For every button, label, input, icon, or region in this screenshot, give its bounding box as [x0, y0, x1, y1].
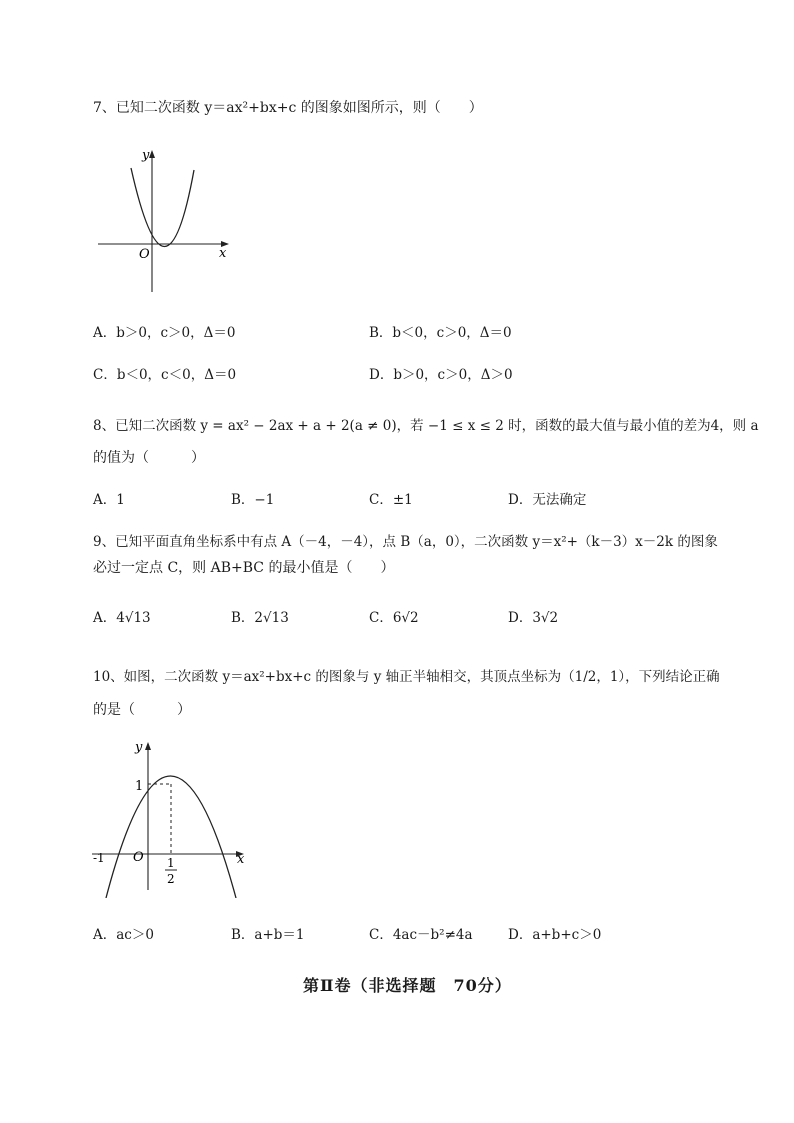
q9-option-b[interactable]: B．2√13	[231, 610, 289, 626]
q7-graph	[90, 140, 240, 300]
q8-option-a[interactable]: A．1	[93, 492, 125, 508]
q10-stem-line2: 的是（ ）	[93, 702, 191, 718]
q7-option-b[interactable]: B．b＜0，c＞0，Δ＝0	[369, 325, 512, 341]
q8-stem-line2: 的值为（ ）	[93, 450, 205, 466]
q9-option-c[interactable]: C．6√2	[369, 610, 419, 626]
section-title: 第Ⅱ卷（非选择题 70分）	[303, 976, 512, 995]
q7-parabola	[131, 168, 194, 247]
q10-option-a[interactable]: A．ac＞0	[93, 927, 154, 943]
q10-tick-neg-x: -1	[93, 851, 105, 865]
q8-stem-line1: 8、已知二次函数 y = ax² − 2ax + a + 2(a ≠ 0)，若 −1 ≤ x ≤ 2 时，函数的最大值与最小值的差为4，则 a	[93, 418, 759, 434]
q10-tick-y-1: 1	[135, 779, 144, 794]
q7-origin-label: O	[139, 247, 150, 262]
q9-option-d[interactable]: D．3√2	[508, 610, 559, 626]
q7-stem: 7、已知二次函数 y＝ax²+bx+c 的图象如图所示，则（ ）	[93, 100, 483, 116]
q10-stem-line1: 10、如图，二次函数 y＝ax²+bx+c 的图象与 y 轴正半轴相交，其顶点坐标为（1/2，1），下列结论正确	[93, 669, 720, 685]
q10-graph	[88, 738, 250, 898]
q10-x-label: x	[237, 852, 245, 867]
q9-option-a[interactable]: A．4√13	[93, 610, 151, 626]
q8-option-d[interactable]: D．无法确定	[508, 492, 587, 508]
q10-option-c[interactable]: C．4ac－b²≠4a	[369, 927, 473, 943]
q7-y-arrow-icon	[149, 150, 155, 158]
q7-x-label: x	[219, 246, 227, 261]
q10-option-b[interactable]: B．a+b＝1	[231, 927, 305, 943]
q7-y-label: y	[142, 148, 150, 163]
q9-stem-line2: 必过一定点 C，则 AB+BC 的最小值是（ ）	[93, 560, 395, 576]
q10-y-label: y	[135, 740, 143, 755]
q7-option-c[interactable]: C．b＜0，c＜0，Δ＝0	[93, 367, 237, 383]
q7-option-d[interactable]: D．b＞0，c＞0，Δ＞0	[369, 367, 513, 383]
q7-option-a[interactable]: A．b＞0，c＞0，Δ＝0	[93, 325, 236, 341]
q10-vertex-numerator: 1	[167, 856, 175, 870]
q8-option-c[interactable]: C．±1	[369, 492, 413, 508]
q8-option-b[interactable]: B．−1	[231, 492, 275, 508]
q10-origin-label: O	[133, 850, 144, 865]
q10-y-arrow-icon	[145, 742, 151, 750]
q9-stem-line1: 9、已知平面直角坐标系中有点 A（－4，－4），点 B（a，0），二次函数 y＝x²+（k－3）x－2k 的图象	[93, 534, 718, 550]
q10-vertex-denominator: 2	[167, 872, 175, 886]
q10-option-d[interactable]: D．a+b+c＞0	[508, 927, 602, 943]
